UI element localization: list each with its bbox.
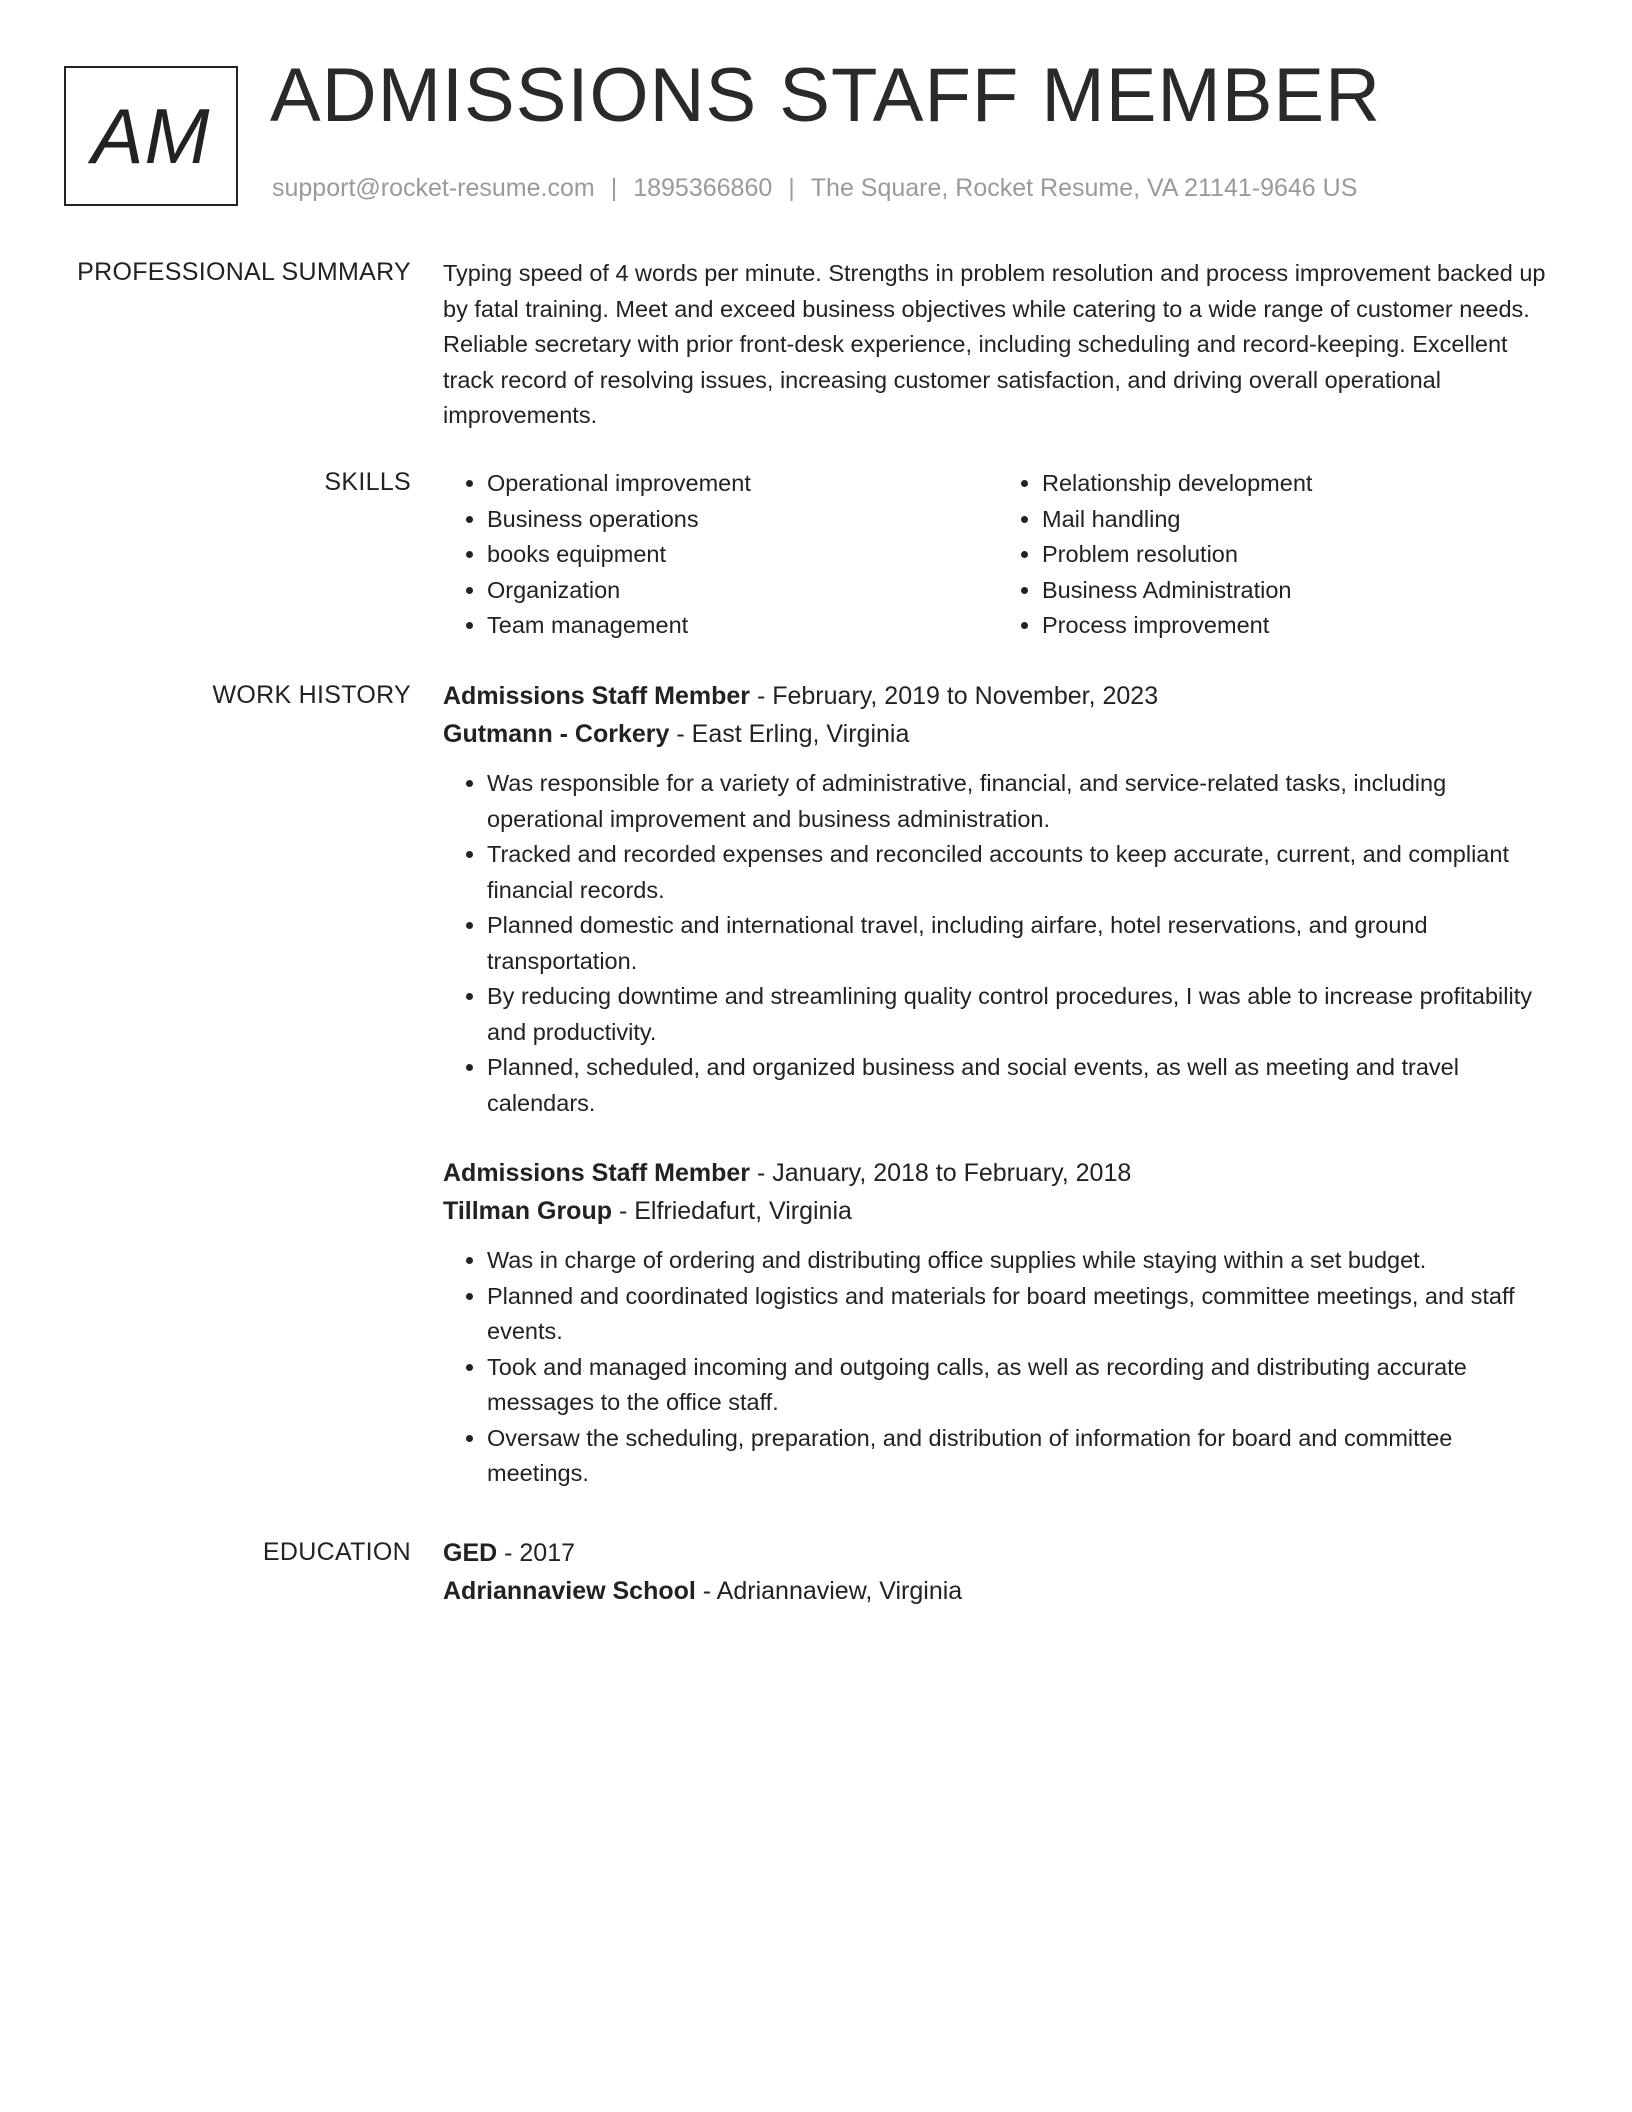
resume-name: ADMISSIONS STAFF MEMBER xyxy=(270,53,1382,138)
job-bullet: • Planned domestic and international travel, including airfare, hotel reservations, and ground transportation. xyxy=(487,908,1553,979)
contact-separator: | xyxy=(788,174,795,202)
skill-item: • Mail handling xyxy=(1042,502,1553,538)
education-school-line xyxy=(443,1573,1553,1611)
job-bullet: • Planned and coordinated logistics and materials for board meetings, committee meetings, and staff events. xyxy=(487,1279,1553,1350)
education-location: - Adriannaview, Virginia xyxy=(695,1576,963,1605)
job-bullet: • Oversaw the scheduling, preparation, and distribution of information for board and committee meetings. xyxy=(487,1421,1553,1492)
summary-text: Typing speed of 4 words per minute. Strengths in problem resolution and process improvement backed up by fatal training. Meet and exceed business objectives while catering to a wide range of customer needs. Reliable secretary with prior front-desk experience, including scheduling and record-keeping. Excellent track record of resolving issues, increasing customer satisfaction, and driving overall operational improvements. xyxy=(443,260,1546,428)
work-history-content xyxy=(443,678,1553,1492)
job-title-line xyxy=(443,678,1553,716)
skills-list-left xyxy=(443,466,998,644)
skill-item: • Business Administration xyxy=(1042,573,1553,609)
education-degree: GED xyxy=(443,1539,498,1567)
skill-item: • Organization xyxy=(487,573,998,609)
skill-item: • Process improvement xyxy=(1042,608,1553,644)
education-degree-line xyxy=(443,1535,1553,1573)
job-bullets xyxy=(443,766,1553,1121)
job-bullet: • By reducing downtime and streamlining quality control procedures, I was able to increase profitability and productivity. xyxy=(487,979,1553,1050)
job-bullets xyxy=(443,1243,1553,1492)
education-content xyxy=(443,1535,1553,1610)
job-bullet: • Was in charge of ordering and distributing office supplies while staying within a set budget. xyxy=(487,1243,1553,1279)
summary-label: PROFESSIONAL SUMMARY xyxy=(77,258,411,286)
job-dates: - February, 2019 to November, 2023 xyxy=(750,682,1159,710)
job-location: - Elfriedafurt, Virginia xyxy=(612,1196,852,1225)
skills-columns xyxy=(443,466,1553,644)
job-bullet: • Tracked and recorded expenses and reconciled accounts to keep accurate, current, and compliant financial records. xyxy=(487,837,1553,908)
skill-item: • books equipment xyxy=(487,537,998,573)
contact-address: The Square, Rocket Resume, VA 21141-9646 US xyxy=(810,174,1358,202)
job-entry xyxy=(443,678,1553,1121)
contact-email: support@rocket-resume.com xyxy=(272,174,595,202)
skill-item: • Team management xyxy=(487,608,998,644)
work-history-label: WORK HISTORY xyxy=(212,681,411,709)
job-company: Tillman Group xyxy=(443,1196,612,1225)
monogram-box xyxy=(64,66,238,206)
contact-separator: | xyxy=(610,174,618,202)
job-dates: - January, 2018 to February, 2018 xyxy=(750,1159,1132,1187)
education-school: Adriannaview School xyxy=(443,1576,696,1605)
skills-label: SKILLS xyxy=(324,468,411,496)
monogram-initials: AM xyxy=(91,91,211,180)
contact-phone: 1895366860 xyxy=(633,174,773,202)
summary-content xyxy=(443,256,1553,434)
education-label: EDUCATION xyxy=(262,1538,411,1566)
job-company-line xyxy=(443,1193,1553,1231)
education-year: - 2017 xyxy=(497,1539,576,1567)
job-bullet: • Planned, scheduled, and organized business and social events, as well as meeting and travel calendars. xyxy=(487,1050,1553,1121)
job-location: - East Erling, Virginia xyxy=(669,719,910,748)
skill-item: • Relationship development xyxy=(1042,466,1553,502)
skill-item: • Problem resolution xyxy=(1042,537,1553,573)
job-title: Admissions Staff Member xyxy=(443,682,751,710)
job-company-line xyxy=(443,716,1553,754)
job-bullet: • Was responsible for a variety of administrative, financial, and service-related tasks, including operational improvement and business administration. xyxy=(487,766,1553,837)
job-company: Gutmann - Corkery xyxy=(443,719,670,748)
contact-line xyxy=(272,174,1357,203)
skill-item: • Business operations xyxy=(487,502,998,538)
job-title: Admissions Staff Member xyxy=(443,1159,751,1187)
job-bullet: • Took and managed incoming and outgoing calls, as well as recording and distributing accurate messages to the office staff. xyxy=(487,1350,1553,1421)
skills-content xyxy=(443,466,1553,644)
job-title-line xyxy=(443,1155,1553,1193)
job-entry xyxy=(443,1155,1553,1492)
skills-list-right xyxy=(998,466,1553,644)
skill-item: • Operational improvement xyxy=(487,466,998,502)
